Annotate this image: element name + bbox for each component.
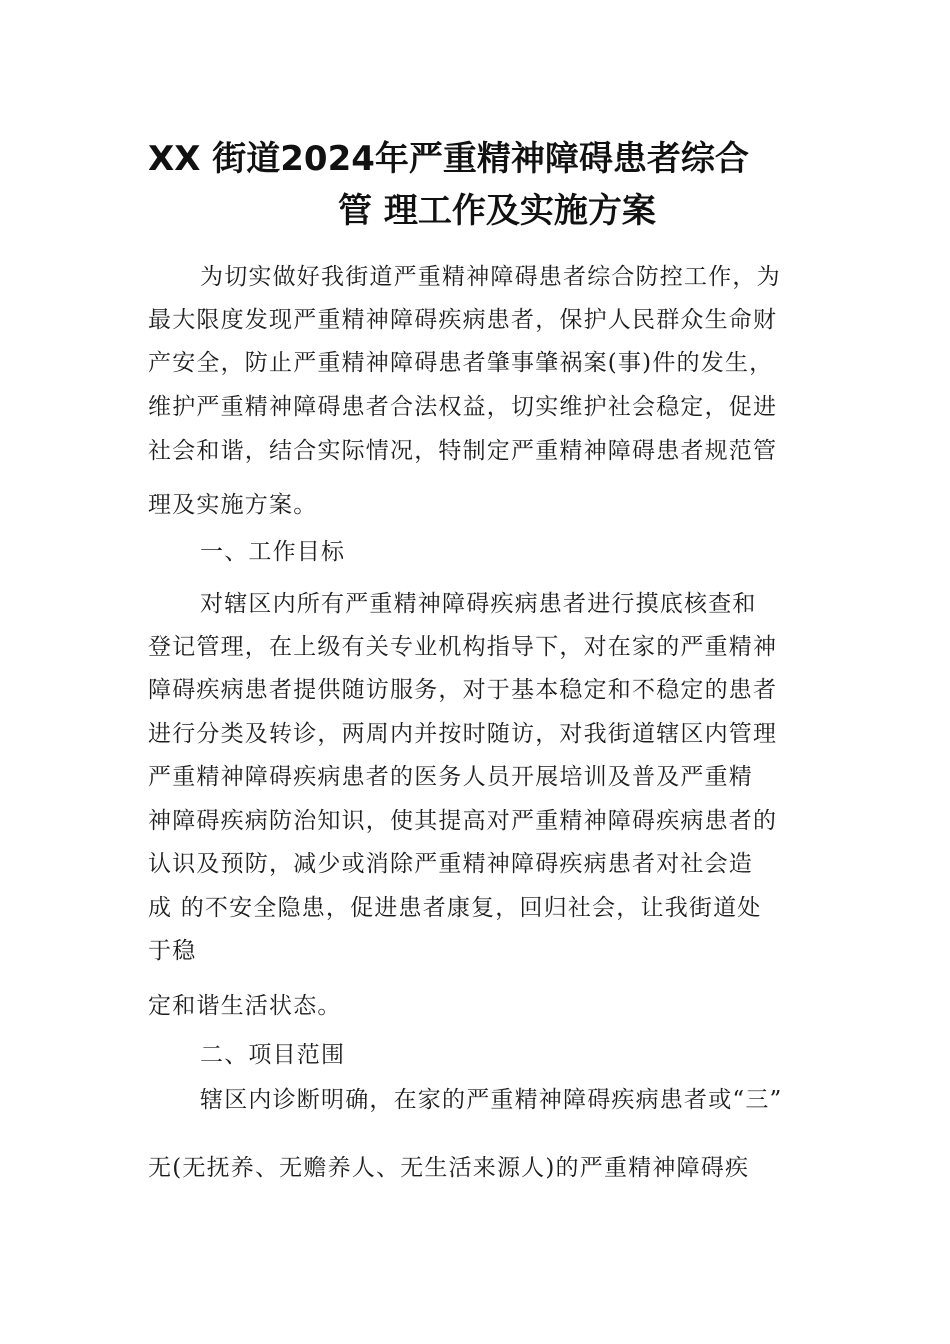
paragraph-line: 为切实做好我街道严重精神障碍患者综合防控工作，为 <box>200 264 781 290</box>
paragraph-line: 严重精神障碍疾病患者的医务人员开展培训及普及严重精 <box>148 764 753 790</box>
section-heading-goals: 一、工作目标 <box>200 539 346 565</box>
paragraph-line: 对辖区内所有严重精神障碍疾病患者进行摸底核查和 <box>200 591 757 617</box>
paragraph-line: 无(无抚养、无赡养人、无生活来源人)的严重精神障碍疾 <box>148 1155 750 1181</box>
paragraph-line: 障碍疾病患者提供随访服务，对于基本稳定和不稳定的患者 <box>148 677 778 703</box>
paragraph-line: 辖区内诊断明确，在家的严重精神障碍疾病患者或“三” <box>200 1087 783 1113</box>
paragraph-line: 进行分类及转诊，两周内并按时随访，对我街道辖区内管理 <box>148 721 778 747</box>
paragraph-line: 成 的不安全隐患，促进患者康复，回归社会，让我街道处 <box>148 895 762 921</box>
paragraph-line: 社会和谐，结合实际情况，特制定严重精神障碍患者规范管 <box>148 438 778 464</box>
paragraph-line: 最大限度发现严重精神障碍疾病患者，保护人民群众生命财 <box>148 307 778 333</box>
paragraph-line: 于稳 <box>148 938 197 964</box>
paragraph-line: 定和谐生活状态。 <box>148 993 342 1019</box>
paragraph-line: 维护严重精神障碍患者合法权益，切实维护社会稳定，促进 <box>148 394 778 420</box>
paragraph-line: 登记管理，在上级有关专业机构指导下，对在家的严重精神 <box>148 634 778 660</box>
paragraph-line: 认识及预防，减少或消除严重精神障碍疾病患者对社会造 <box>148 851 753 877</box>
paragraph-line: 产安全，防止严重精神障碍患者肇事肇祸案(事)件的发生， <box>148 350 774 376</box>
document-title-line-1: XX 街道2024年严重精神障碍患者综合 <box>148 139 749 179</box>
paragraph-line: 神障碍疾病防治知识，使其提高对严重精神障碍疾病患者的 <box>148 808 778 834</box>
paragraph-line: 理及实施方案。 <box>148 492 318 518</box>
section-heading-scope: 二、项目范围 <box>200 1042 346 1068</box>
document-title-line-2: 管 理工作及实施方案 <box>338 191 656 231</box>
